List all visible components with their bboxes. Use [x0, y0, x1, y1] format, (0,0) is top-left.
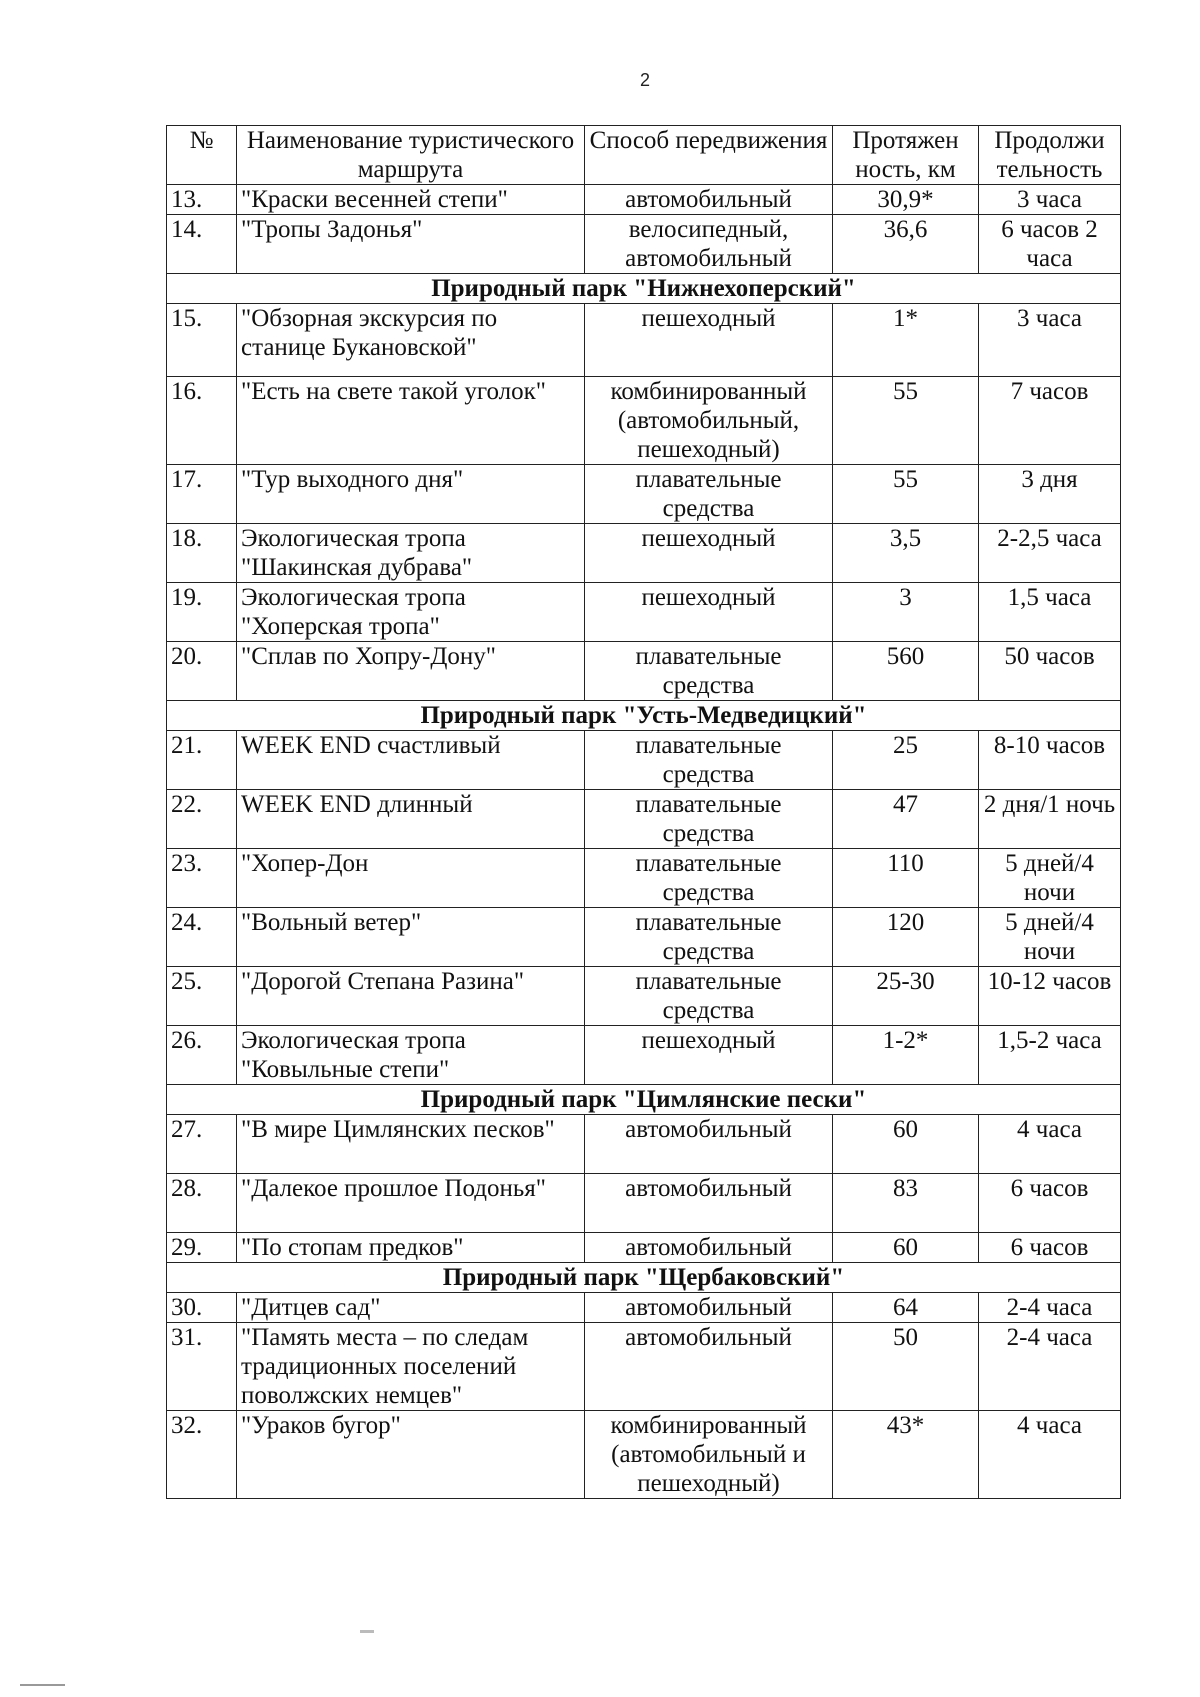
cell-length: 25: [833, 731, 979, 790]
cell-name: "Есть на свете такой уголок": [237, 377, 585, 465]
cell-mode: комбинированный (автомобильный, пешеходный): [585, 377, 833, 465]
cell-mode: автомобильный: [585, 1323, 833, 1411]
cell-mode: пешеходный: [585, 583, 833, 642]
cell-length: 50: [833, 1323, 979, 1411]
cell-length: 43*: [833, 1411, 979, 1499]
cell-duration: 6 часов: [979, 1174, 1121, 1233]
section-row: [167, 274, 1121, 304]
table-row: [167, 465, 1121, 524]
cell-duration: 3 дня: [979, 465, 1121, 524]
cell-duration: 3 часа: [979, 304, 1121, 377]
section-title: Природный парк "Усть-Медведицкий": [167, 701, 1121, 731]
table-row: [167, 377, 1121, 465]
cell-name: "Тур выходного дня": [237, 465, 585, 524]
cell-name: "Далекое прошлое Подонья": [237, 1174, 585, 1233]
cell-length: 60: [833, 1233, 979, 1263]
cell-name: "Обзорная экскурсия по станице Букановской": [237, 304, 585, 377]
cell-length: 47: [833, 790, 979, 849]
table-row: [167, 583, 1121, 642]
cell-name: "Ураков бугор": [237, 1411, 585, 1499]
cell-duration: 50 часов: [979, 642, 1121, 701]
table-row: [167, 1115, 1121, 1174]
cell-mode: плавательные средства: [585, 908, 833, 967]
scan-speck: [20, 1684, 65, 1686]
cell-mode: автомобильный: [585, 185, 833, 215]
cell-name: "Дорогой Степана Разина": [237, 967, 585, 1026]
cell-duration: 6 часов: [979, 1233, 1121, 1263]
section-row: [167, 701, 1121, 731]
cell-name: Экологическая тропа "Шакинская дубрава": [237, 524, 585, 583]
table-row: [167, 1323, 1121, 1411]
cell-length: 3,5: [833, 524, 979, 583]
cell-duration: 6 часов 2 часа: [979, 215, 1121, 274]
cell-duration: 5 дней/4 ночи: [979, 849, 1121, 908]
cell-num: 20.: [167, 642, 237, 701]
page-number: 2: [640, 70, 651, 90]
table-row: [167, 1026, 1121, 1085]
cell-duration: 8-10 часов: [979, 731, 1121, 790]
cell-num: 16.: [167, 377, 237, 465]
section-row: [167, 1263, 1121, 1293]
cell-length: 60: [833, 1115, 979, 1174]
table-row: [167, 1174, 1121, 1233]
header-length: Протяжен ность, км: [833, 126, 979, 185]
cell-duration: 4 часа: [979, 1115, 1121, 1174]
cell-num: 15.: [167, 304, 237, 377]
cell-num: 21.: [167, 731, 237, 790]
header-mode: Способ передвижения: [585, 126, 833, 185]
cell-num: 27.: [167, 1115, 237, 1174]
table-row: [167, 967, 1121, 1026]
cell-num: 19.: [167, 583, 237, 642]
table-row: [167, 304, 1121, 377]
cell-name: "Краски весенней степи": [237, 185, 585, 215]
cell-mode: автомобильный: [585, 1174, 833, 1233]
table-row: [167, 790, 1121, 849]
cell-num: 23.: [167, 849, 237, 908]
cell-mode: пешеходный: [585, 1026, 833, 1085]
cell-duration: 1,5-2 часа: [979, 1026, 1121, 1085]
cell-length: 55: [833, 465, 979, 524]
cell-length: 30,9*: [833, 185, 979, 215]
cell-length: 120: [833, 908, 979, 967]
cell-name: Экологическая тропа "Ковыльные степи": [237, 1026, 585, 1085]
cell-name: "Хопер-Дон: [237, 849, 585, 908]
cell-mode: пешеходный: [585, 524, 833, 583]
table-body: [167, 185, 1121, 1499]
cell-mode: плавательные средства: [585, 731, 833, 790]
cell-name: Экологическая тропа "Хоперская тропа": [237, 583, 585, 642]
cell-num: 29.: [167, 1233, 237, 1263]
header-name: Наименование туристического маршрута: [237, 126, 585, 185]
cell-duration: 2-4 часа: [979, 1293, 1121, 1323]
table-row: [167, 908, 1121, 967]
cell-duration: 10-12 часов: [979, 967, 1121, 1026]
cell-name: "Память места – по следам традиционных поселений поволжских немцев": [237, 1323, 585, 1411]
cell-mode: комбинированный (автомобильный и пешеходный): [585, 1411, 833, 1499]
table-row: [167, 1411, 1121, 1499]
cell-duration: 4 часа: [979, 1411, 1121, 1499]
cell-length: 1-2*: [833, 1026, 979, 1085]
section-title: Природный парк "Нижнехоперский": [167, 274, 1121, 304]
cell-num: 25.: [167, 967, 237, 1026]
cell-name: "Дитцев сад": [237, 1293, 585, 1323]
cell-length: 64: [833, 1293, 979, 1323]
section-title: Природный парк "Щербаковский": [167, 1263, 1121, 1293]
table-row: [167, 185, 1121, 215]
cell-duration: 5 дней/4 ночи: [979, 908, 1121, 967]
cell-duration: 1,5 часа: [979, 583, 1121, 642]
cell-mode: плавательные средства: [585, 790, 833, 849]
cell-name: "В мире Цимлянских песков": [237, 1115, 585, 1174]
cell-mode: пешеходный: [585, 304, 833, 377]
table-row: [167, 849, 1121, 908]
header-num: №: [167, 126, 237, 185]
cell-mode: автомобильный: [585, 1115, 833, 1174]
table-header-row: [167, 126, 1121, 185]
cell-num: 22.: [167, 790, 237, 849]
cell-length: 560: [833, 642, 979, 701]
cell-name: WEEK END счастливый: [237, 731, 585, 790]
cell-num: 17.: [167, 465, 237, 524]
table-row: [167, 731, 1121, 790]
cell-mode: плавательные средства: [585, 642, 833, 701]
section-title: Природный парк "Цимлянские пески": [167, 1085, 1121, 1115]
table-row: [167, 642, 1121, 701]
table-row: [167, 524, 1121, 583]
cell-mode: плавательные средства: [585, 967, 833, 1026]
table-row: [167, 1233, 1121, 1263]
cell-num: 26.: [167, 1026, 237, 1085]
cell-name: "По стопам предков": [237, 1233, 585, 1263]
cell-duration: 2 дня/1 ночь: [979, 790, 1121, 849]
cell-name: "Сплав по Хопру-Дону": [237, 642, 585, 701]
cell-num: 14.: [167, 215, 237, 274]
cell-num: 13.: [167, 185, 237, 215]
cell-mode: автомобильный: [585, 1293, 833, 1323]
cell-num: 30.: [167, 1293, 237, 1323]
cell-length: 36,6: [833, 215, 979, 274]
cell-length: 1*: [833, 304, 979, 377]
table-row: [167, 1293, 1121, 1323]
cell-length: 3: [833, 583, 979, 642]
routes-table: [166, 125, 1121, 1499]
cell-duration: 2-2,5 часа: [979, 524, 1121, 583]
cell-num: 18.: [167, 524, 237, 583]
cell-duration: 2-4 часа: [979, 1323, 1121, 1411]
scan-speck: [360, 1630, 374, 1633]
cell-num: 28.: [167, 1174, 237, 1233]
cell-length: 25-30: [833, 967, 979, 1026]
cell-mode: велосипедный, автомобильный: [585, 215, 833, 274]
header-duration: Продолжи тельность: [979, 126, 1121, 185]
cell-name: "Тропы Задонья": [237, 215, 585, 274]
cell-length: 83: [833, 1174, 979, 1233]
section-row: [167, 1085, 1121, 1115]
cell-name: WEEK END длинный: [237, 790, 585, 849]
cell-num: 24.: [167, 908, 237, 967]
cell-name: "Вольный ветер": [237, 908, 585, 967]
cell-num: 32.: [167, 1411, 237, 1499]
table-row: [167, 215, 1121, 274]
cell-duration: 7 часов: [979, 377, 1121, 465]
cell-length: 110: [833, 849, 979, 908]
cell-mode: плавательные средства: [585, 465, 833, 524]
cell-num: 31.: [167, 1323, 237, 1411]
cell-mode: плавательные средства: [585, 849, 833, 908]
cell-duration: 3 часа: [979, 185, 1121, 215]
cell-mode: автомобильный: [585, 1233, 833, 1263]
cell-length: 55: [833, 377, 979, 465]
